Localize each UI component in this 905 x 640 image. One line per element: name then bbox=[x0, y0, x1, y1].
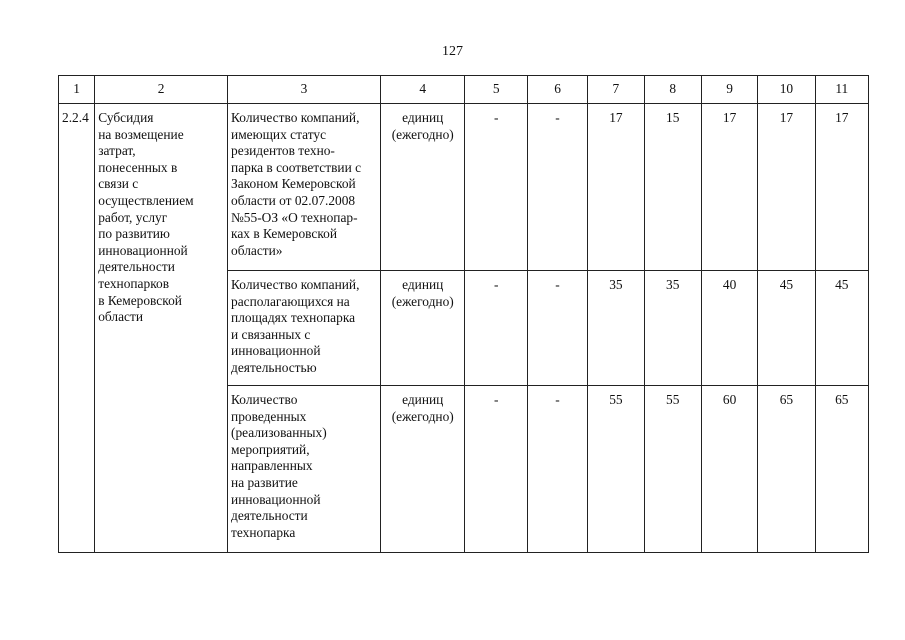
value-cell: - bbox=[465, 104, 527, 271]
indicator-name: Количество проведенных (реализованных) мероприятий, направленных на развитие инновационной деятельности технопарка bbox=[228, 386, 381, 553]
column-header: 6 bbox=[527, 76, 587, 104]
column-header: 7 bbox=[588, 76, 644, 104]
value-cell: - bbox=[465, 271, 527, 386]
value-cell: 55 bbox=[644, 386, 701, 553]
page-number: 127 bbox=[442, 44, 463, 59]
value-cell: 65 bbox=[815, 386, 868, 553]
unit-cell: единиц (ежегодно) bbox=[380, 104, 465, 271]
value-cell: 55 bbox=[588, 386, 644, 553]
column-header: 5 bbox=[465, 76, 527, 104]
value-cell: 15 bbox=[644, 104, 701, 271]
value-cell: - bbox=[465, 386, 527, 553]
column-header: 10 bbox=[758, 76, 815, 104]
column-header: 11 bbox=[815, 76, 868, 104]
value-cell: 60 bbox=[701, 386, 757, 553]
value-cell: 40 bbox=[701, 271, 757, 386]
indicator-name: Количество компаний, располагающихся на площадях технопарка и связанных с инновационной деятельностью bbox=[228, 271, 381, 386]
unit-cell: единиц (ежегодно) bbox=[380, 271, 465, 386]
column-header: 4 bbox=[380, 76, 465, 104]
value-cell: - bbox=[527, 271, 587, 386]
value-cell: - bbox=[527, 104, 587, 271]
indicators-table bbox=[58, 75, 869, 553]
value-cell: 45 bbox=[758, 271, 815, 386]
indicator-name: Количество компаний, имеющих статус резидентов техно- парка в соответствии с Законом Кемеровской области от 02.07.2008 №55-ОЗ «О технопар- ках в Кемеровской области» bbox=[228, 104, 381, 271]
measure-code: 2.2.4 bbox=[59, 104, 95, 553]
unit-cell: единиц (ежегодно) bbox=[380, 386, 465, 553]
measure-name: Субсидия на возмещение затрат, понесенных в связи с осуществлением работ, услуг по развитию инновационной деятельности технопарков в Кемеровской области bbox=[95, 104, 228, 553]
column-header: 1 bbox=[59, 76, 95, 104]
column-header: 8 bbox=[644, 76, 701, 104]
column-header: 9 bbox=[701, 76, 757, 104]
table-header-row bbox=[59, 76, 869, 104]
value-cell: 17 bbox=[758, 104, 815, 271]
value-cell: 65 bbox=[758, 386, 815, 553]
value-cell: 17 bbox=[815, 104, 868, 271]
value-cell: 35 bbox=[588, 271, 644, 386]
table-row bbox=[59, 104, 869, 271]
value-cell: 35 bbox=[644, 271, 701, 386]
value-cell: 17 bbox=[588, 104, 644, 271]
value-cell: 17 bbox=[701, 104, 757, 271]
column-header: 2 bbox=[95, 76, 228, 104]
value-cell: - bbox=[527, 386, 587, 553]
column-header: 3 bbox=[228, 76, 381, 104]
value-cell: 45 bbox=[815, 271, 868, 386]
